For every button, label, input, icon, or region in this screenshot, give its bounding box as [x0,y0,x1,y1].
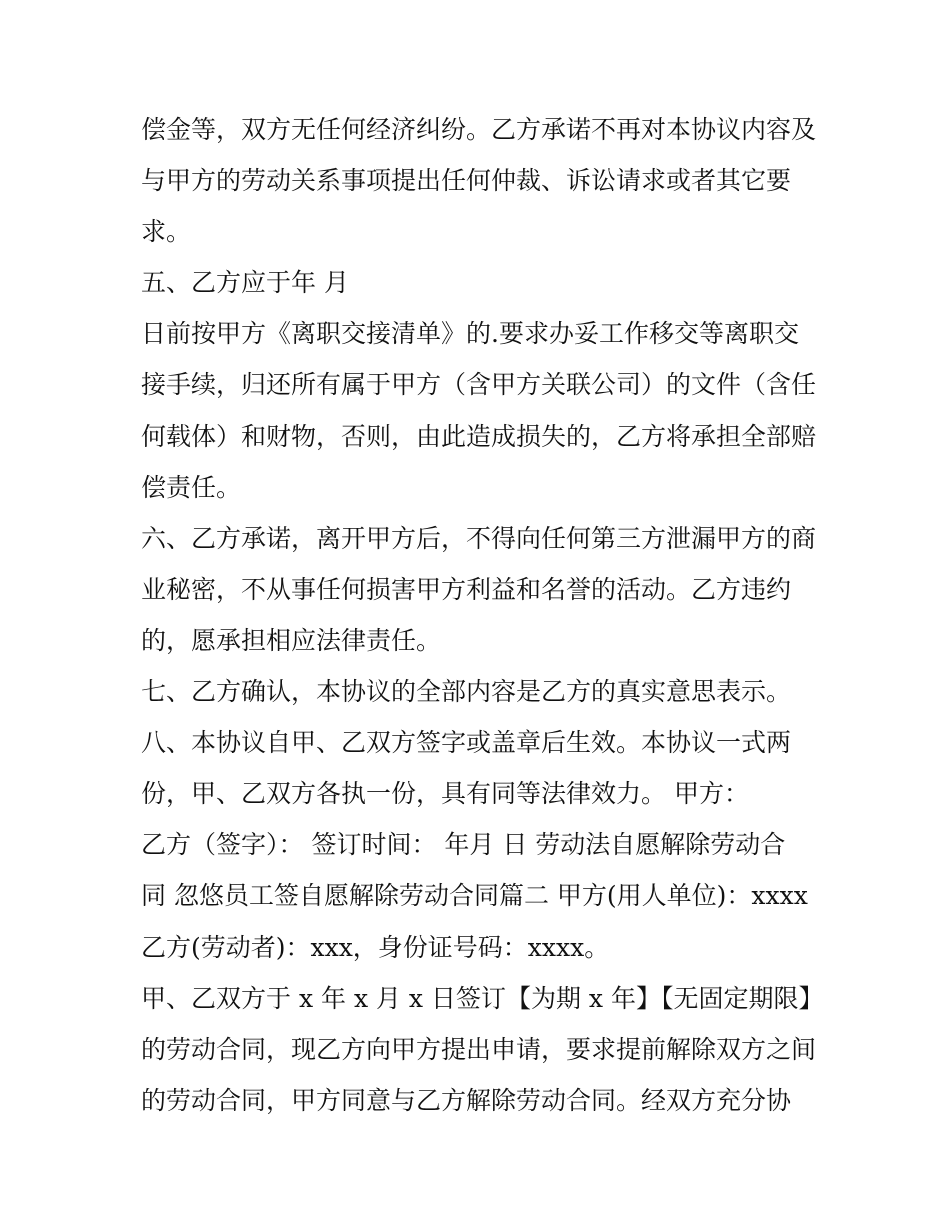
text-line: 何载体）和财物，否则，由此造成损失的，乙方将承担全部赔 [141,421,817,451]
text-line: 日前按甲方《离职交接清单》的.要求办妥工作移交等离职交 [141,319,799,349]
text-line: 偿金等，双方无任何经济纠纷。乙方承诺不再对本协议内容及 [141,115,817,144]
signature-line: 乙方（签字）： 签订时间： 年月 日 劳动法自愿解除劳动合 [141,830,786,860]
section-heading-five: 五、乙方应于年 月 [141,268,349,298]
text-line: 接手续，归还所有属于甲方（含甲方关联公司）的文件（含任 [141,370,817,400]
section-heading-seven: 七、乙方确认，本协议的全部内容是乙方的真实意思表示。 [141,677,792,707]
text-line: 的劳动合同，现乙方向甲方提出申请，要求提前解除双方之间 [141,1034,817,1064]
text-line: 与甲方的劳动关系事项提出任何仲裁、诉讼请求或者其它要 [141,166,792,196]
text-line: 偿责任。 [141,472,242,502]
text-line: 份，甲、乙双方各执一份，具有同等法律效力。 甲方： [141,779,749,809]
text-line: 甲、乙双方于 x 年 x 月 x 日签订【为期 x 年】【无固定期限】 [141,983,824,1013]
text-line: 同 忽悠员工签自愿解除劳动合同篇二 甲方(用人单位)：xxxx [141,881,808,911]
section-heading-eight: 八、本协议自甲、乙双方签字或盖章后生效。本协议一式两 [141,728,792,758]
text-line: 的，愿承担相应法律责任。 [141,625,442,655]
text-line: 的劳动合同，甲方同意与乙方解除劳动合同。经双方充分协 [141,1085,792,1115]
text-line: 业秘密，不从事任何损害甲方利益和名誉的活动。乙方违约 [141,574,792,604]
document-body [141,104,824,1126]
text-line: 求。 [141,217,192,247]
text-line: 乙方(劳动者)：xxx，身份证号码：xxxx。 [141,932,610,962]
section-heading-six: 六、乙方承诺，离开甲方后，不得向任何第三方泄漏甲方的商 [141,523,817,553]
